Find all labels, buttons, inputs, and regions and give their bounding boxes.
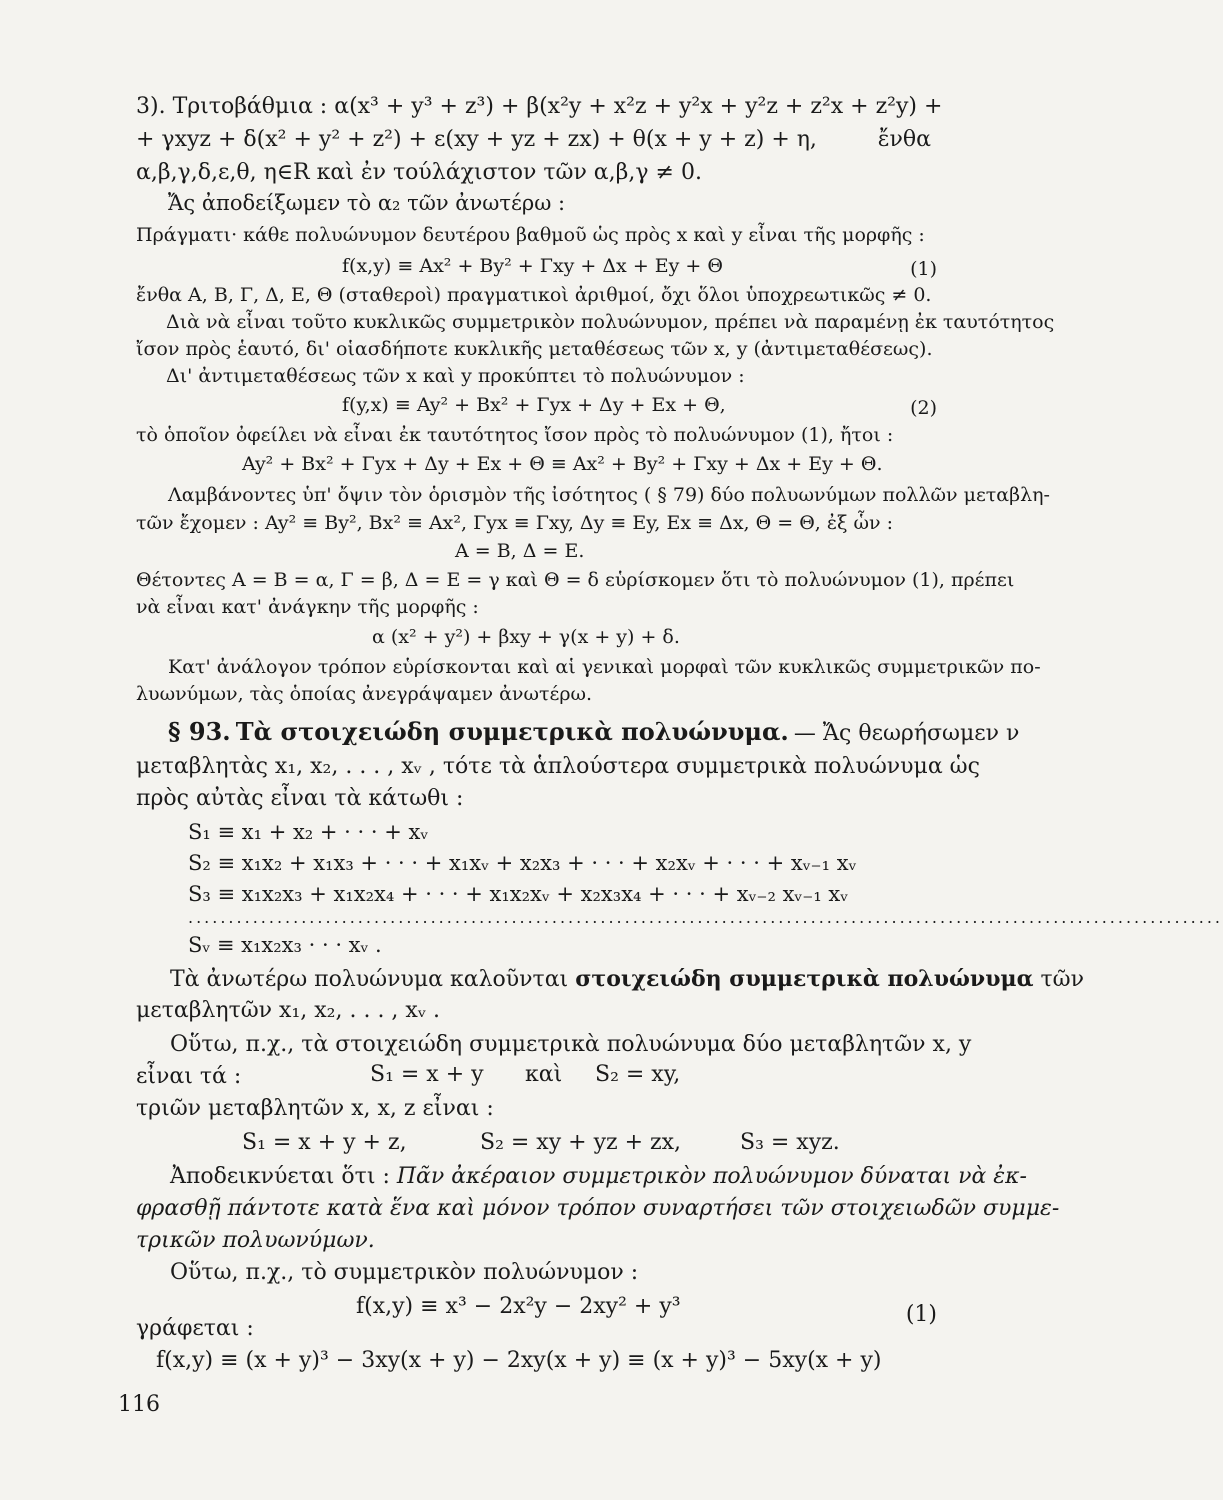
text-line: 3). Τριτοβάθμια : α(x³ + y³ + z³) + β(x²y + x²z + y²x + y²z + z²x + z²y) + [136, 94, 943, 119]
equation: f(y,x) ≡ Ay² + Bx² + Γyx + Δy + Εx + Θ, [342, 394, 726, 416]
equation: S₁ = x + y + z, [242, 1130, 407, 1155]
equation: S₃ = xyz. [740, 1130, 840, 1155]
section-intro: — Ἄς θεωρήσωμεν ν [793, 721, 1020, 746]
ellipsis-row: ................................................................................................................................ [188, 908, 1223, 927]
text-line: Οὕτω, π.χ., τὸ συμμετρικὸν πολυώνυμον : [170, 1260, 639, 1285]
text-line: πρὸς αὐτὰς εἶναι τὰ κάτωθι : [136, 786, 464, 811]
text-line: μεταβλητῶν x₁, x₂, . . . , xᵥ . [136, 998, 441, 1023]
text-span: Τὰ ἀνωτέρω πολυώνυμα καλοῦνται [170, 967, 569, 992]
text-span: καὶ [525, 1062, 563, 1087]
section-heading [168, 717, 1020, 746]
text-line: α,β,γ,δ,ε,θ, η∈R καὶ ἐν τούλάχιστον τῶν α,β,γ ≠ 0. [136, 160, 702, 185]
text-line: Πράγματι· κάθε πολυώνυμον δευτέρου βαθμοῦ ὡς πρὸς x καὶ y εἶναι τῆς μορφῆς : [136, 224, 925, 246]
equation: S₂ = xy, [595, 1062, 681, 1087]
text-span: τῶν [1040, 967, 1084, 992]
text-line: μεταβλητὰς x₁, x₂, . . . , xᵥ , τότε τὰ ἁπλούστερα συμμετρικὰ πολυώνυμα ὡς [136, 754, 980, 779]
text-line: ἔνθα [877, 127, 931, 152]
text-line [170, 1166, 1027, 1188]
equation: Ay² + Bx² + Γyx + Δy + Εx + Θ ≡ Ax² + By² + Γxy + Δx + Εy + Θ. [242, 453, 883, 475]
equation: f(x,y) ≡ (x + y)³ − 3xy(x + y) − 2xy(x + y) ≡ (x + y)³ − 5xy(x + y) [156, 1348, 882, 1373]
text-line: Διὰ νὰ εἶναι τοῦτο κυκλικῶς συμμετρικὸν πολυώνυμον, πρέπει νὰ παραμένῃ ἐκ ταυτότητος [166, 311, 1055, 333]
text-line: τρικῶν πολυωνύμων. [136, 1228, 375, 1253]
text-line: ἔνθα Α, Β, Γ, Δ, Ε, Θ (σταθεροὶ) πραγματικοὶ ἀριθμοί, ὄχι ὅλοι ὑποχρεωτικῶς ≠ 0. [136, 284, 932, 306]
text-span: Ἀποδεικνύεται ὅτι : [170, 1164, 390, 1189]
equation: S₃ ≡ x₁x₂x₃ + x₁x₂x₄ + · · · + x₁x₂xᵥ + x₂x₃x₄ + · · · + xᵥ₋₂ xᵥ₋₁ xᵥ [188, 882, 849, 906]
equation: f(x,y) ≡ x³ − 2x²y − 2xy² + y³ [356, 1294, 681, 1319]
equation: S₂ = xy + yz + zx, [480, 1130, 681, 1155]
equation: f(x,y) ≡ Ax² + By² + Γxy + Δx + Εy + Θ [342, 255, 723, 277]
equation: Α = Β, Δ = Ε. [455, 540, 585, 562]
text-line: τῶν ἔχομεν : Ay² ≡ By², Bx² ≡ Ax², Γyx ≡ Γxy, Δy ≡ Εy, Εx ≡ Δx, Θ = Θ, ἐξ ὧν : [136, 512, 894, 534]
theorem-italic: Πᾶν ἀκέραιον συμμετρικὸν πολυώνυμον δύναται νὰ ἐκ- [396, 1164, 1027, 1189]
text-line: ἴσον πρὸς ἑαυτό, δι' οἱασδήποτε κυκλικῆς μεταθέσεως τῶν x, y (ἀντιμεταθέσεως). [136, 338, 933, 360]
text-line: Κατ' ἀνάλογον τρόπον εὑρίσκονται καὶ αἱ γενικαὶ μορφαὶ τῶν κυκλικῶς συμμετρικῶν πο- [168, 656, 1041, 678]
term-bold: στοιχειώδη συμμετρικὰ πολυώνυμα [575, 966, 1034, 992]
section-title: Τὰ στοιχειώδη συμμετρικὰ πολυώνυμα. [235, 717, 789, 746]
equation: S₁ = x + y [370, 1062, 484, 1087]
text-line: Οὕτω, π.χ., τὰ στοιχειώδη συμμετρικὰ πολυώνυμα δύο μεταβλητῶν x, y [170, 1032, 972, 1057]
equation-number: (1) [910, 258, 937, 280]
equation: S₁ ≡ x₁ + x₂ + · · · + xᵥ [188, 820, 429, 844]
text-line: Λαμβάνοντες ὑπ' ὄψιν τὸν ὁρισμὸν τῆς ἰσότητος ( § 79) δύο πολυωνύμων πολλῶν μεταβλη- [168, 484, 1050, 506]
text-line: τὸ ὁποῖον ὀφείλει νὰ εἶναι ἐκ ταυτότητος ἴσον πρὸς τὸ πολυώνυμον (1), ἤτοι : [136, 424, 894, 446]
text-line: Ἄς ἀποδείξωμεν τὸ α₂ τῶν ἀνωτέρω : [168, 191, 566, 215]
equation: S₂ ≡ x₁x₂ + x₁x₃ + · · · + x₁xᵥ + x₂x₃ + · · · + x₂xᵥ + · · · + xᵥ₋₁ xᵥ [188, 851, 857, 875]
text-line: εἶναι τά : [136, 1064, 242, 1089]
page-number: 116 [118, 1392, 160, 1417]
equation: Sᵥ ≡ x₁x₂x₃ · · · xᵥ . [188, 933, 382, 957]
text-line: νὰ εἶναι κατ' ἀνάγκην τῆς μορφῆς : [136, 596, 479, 618]
text-line [170, 968, 1084, 991]
text-line: φρασθῇ πάντοτε κατὰ ἕνα καὶ μόνον τρόπον συναρτήσει τῶν στοιχειωδῶν συμμε- [136, 1196, 1060, 1221]
section-number: § 93. [168, 717, 231, 746]
equation: α (x² + y²) + βxy + γ(x + y) + δ. [372, 626, 680, 648]
equation-number: (1) [905, 1302, 937, 1327]
equation-number: (2) [910, 397, 937, 419]
text-line: τριῶν μεταβλητῶν x, x, z εἶναι : [136, 1096, 494, 1121]
text-line: γράφεται : [136, 1316, 254, 1341]
text-line: + γxyz + δ(x² + y² + z²) + ε(xy + yz + zx) + θ(x + y + z) + η, [136, 127, 817, 152]
text-line: Θέτοντες Α = Β = α, Γ = β, Δ = Ε = γ καὶ Θ = δ εὑρίσκομεν ὅτι τὸ πολυώνυμον (1), πρέπει [136, 569, 1015, 591]
text-line: Δι' ἀντιμεταθέσεως τῶν x καὶ y προκύπτει τὸ πολυώνυμον : [166, 365, 745, 387]
text-line: λυωνύμων, τὰς ὁποίας ἀνεγράψαμεν ἀνωτέρω. [136, 683, 593, 705]
